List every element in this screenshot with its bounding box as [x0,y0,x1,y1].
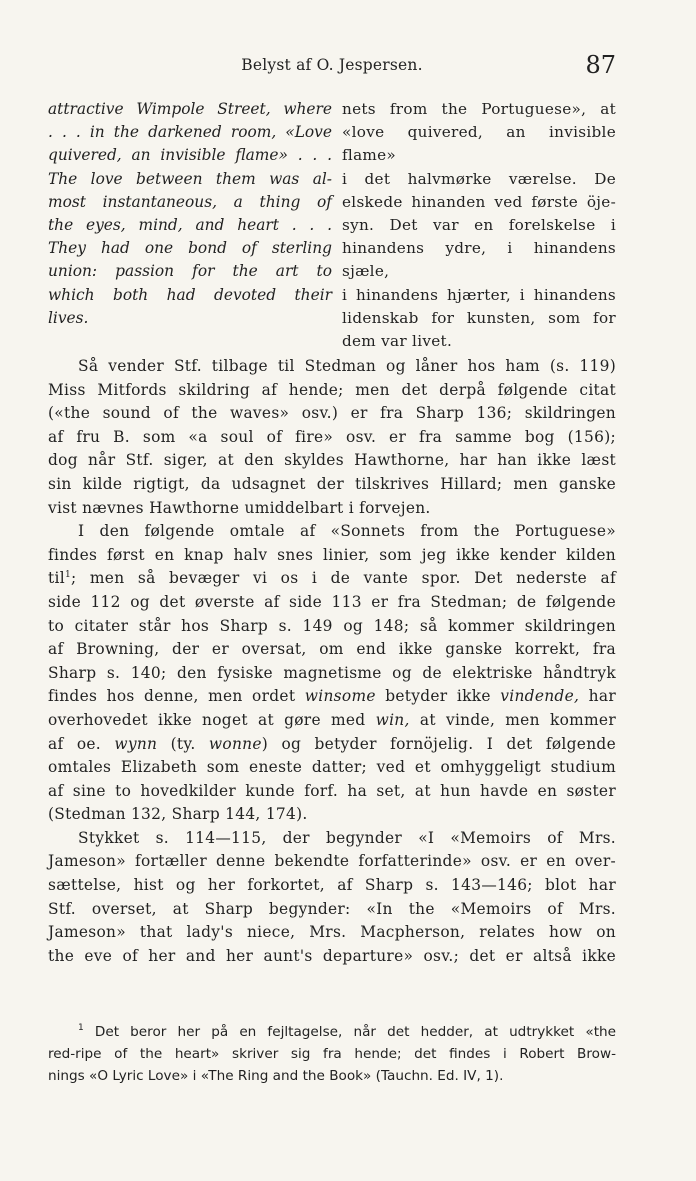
quote-english-line: lives. [48,308,89,327]
footnote-marker: 1 [78,1023,84,1033]
quote-danish-line: syn. Det var en forelskelse i [342,216,616,235]
footnote-line: nings «O Lyric Love» i «The Ring and the Book» (Tauchn. Ed. IV, 1). [48,1067,504,1084]
body-line: af Browning, der er oversat, om end ikke ganske korrekt, fra [48,640,616,659]
italic-term: wynn [114,734,158,753]
quote-english-line: They had one bond of sterling [48,239,332,258]
body-text-fragment: at vinde, men kommer [409,710,616,729]
footnote [48,1022,616,1087]
body-line: omtales Elizabeth som eneste datter; ved et omhyggeligt studium [48,758,616,777]
body-line: vist nævnes Hawthorne umiddelbart i forvejen. [48,498,431,517]
body-text-fragment: ) og betyder fornöjelig. I det følgende [261,734,616,753]
body-text-fragment: af oe. [48,734,115,753]
body-line: Stf. overset, at Sharp begynder: «In the «Memoirs of Mrs. [48,899,616,918]
body-text-fragment: ; men så bevæger vi os i de vante spor. Det nederste af [70,569,616,588]
body-line: («the sound of the waves» osv.) er fra Sharp 136; skildringen [48,404,616,423]
footnote-line: red-ripe of the heart» skriver sig fra hende; det findes i Robert Brow- [48,1045,616,1062]
body-line: Jameson» that lady's niece, Mrs. Macpherson, relates how on [48,923,616,942]
page-number: 87 [585,51,616,79]
body-text-fragment: overhovedet ikke noget at gøre med [48,710,376,729]
body-line [48,685,616,709]
body-line: Miss Mitfords skildring af hende; men det derpå følgende citat [48,380,616,399]
body-text-fragment: har [579,687,616,706]
quote-danish-line: elskede hinanden ved første öje- [342,192,616,211]
body-text-fragment: findes hos denne, men ordet [48,687,305,706]
body-text-fragment: (ty. [157,734,209,753]
body-line: (Stedman 132, Sharp 144, 174). [48,805,308,824]
body-line [48,733,616,757]
italic-term: winsome [304,687,376,706]
footnote-text: Det beror her på en fejltagelse, når det hedder, at udtrykket «the [83,1024,616,1040]
quote-english-line: quivered, an invisible flame» . . . [48,146,332,165]
body-line: Stykket s. 114—115, der begynder «I «Memoirs of Mrs. [78,828,616,847]
body-line: Så vender Stf. tilbage til Stedman og låner hos ham (s. 119) [78,357,616,375]
quote-danish-line: hinandens ydre, i hinandens sjæle, [342,239,616,281]
running-head: Belyst af O. Jespersen. [241,56,423,74]
body-text-fragment: til [48,569,65,588]
body-line: af sine to hovedkilder kunde forf. ha set, at hun havde en søster [48,781,616,800]
quote-danish-line: dem var livet. [342,332,453,351]
quote-english-line: union: passion for the art to [48,262,332,281]
quote-english-line: which both had devoted their [48,285,332,304]
footnote-line [48,1022,616,1044]
quote-english-line: attractive Wimpole Street, where [48,100,332,118]
body-line: sættelse, hist og her forkortet, af Sharp s. 143—146; blot har [48,876,616,895]
body-line: to citater står hos Sharp s. 149 og 148; så kommer skildringen [48,616,616,635]
body-line [48,709,616,733]
quote-english-line: The love between them was al- [48,169,332,188]
body-line: I den følgende omtale af «Sonnets from the Portuguese» [78,522,616,541]
quote-english-line: . . . in the darkened room, «Love [48,123,332,142]
quote-danish-line: i hinandens hjærter, i hinandens [342,285,616,304]
body-line: side 112 og det øverste af side 113 er fra Stedman; de følgende [48,592,616,611]
italic-term: vindende, [500,687,580,706]
quote-danish-line: «love quivered, an invisible flame» [342,123,616,165]
body-line: Sharp s. 140; den fysiske magnetisme og de elektriske håndtryk [48,663,616,682]
body-text [48,355,616,968]
body-line: af fru B. som «a soul of fire» osv. er fra samme bog (156); [48,427,616,446]
body-text-fragment: betyder ikke [375,687,501,706]
italic-term: win, [375,710,410,729]
italic-term: wonne [208,734,262,753]
body-line: findes først en knap halv snes linier, som jeg ikke kender kilden [48,545,616,564]
page-header [48,51,616,82]
quote-danish-column [342,98,616,353]
quote-english-line: most instantaneous, a thing of [48,192,332,211]
footnote-reference[interactable]: 1 [64,570,71,581]
quote-danish-line: nets from the Portuguese», at [342,100,616,118]
quote-danish-line: i det halvmørke værelse. De [342,169,616,188]
quote-danish-line: lidenskab for kunsten, som for [342,308,616,327]
quote-english-line: the eyes, mind, and heart . . . [48,216,332,235]
quote-english-column [48,98,332,330]
body-line: sin kilde rigtigt, da udsagnet der tilskrives Hillard; men ganske [48,474,616,493]
body-line: dog når Stf. siger, at den skyldes Hawthorne, har han ikke læst [48,451,616,470]
body-line: Jameson» fortæller denne bekendte forfatterinde» osv. er en over- [48,852,616,871]
body-line: the eve of her and her aunt's departure» osv.; det er altså ikke [48,946,616,965]
body-line [48,567,616,591]
